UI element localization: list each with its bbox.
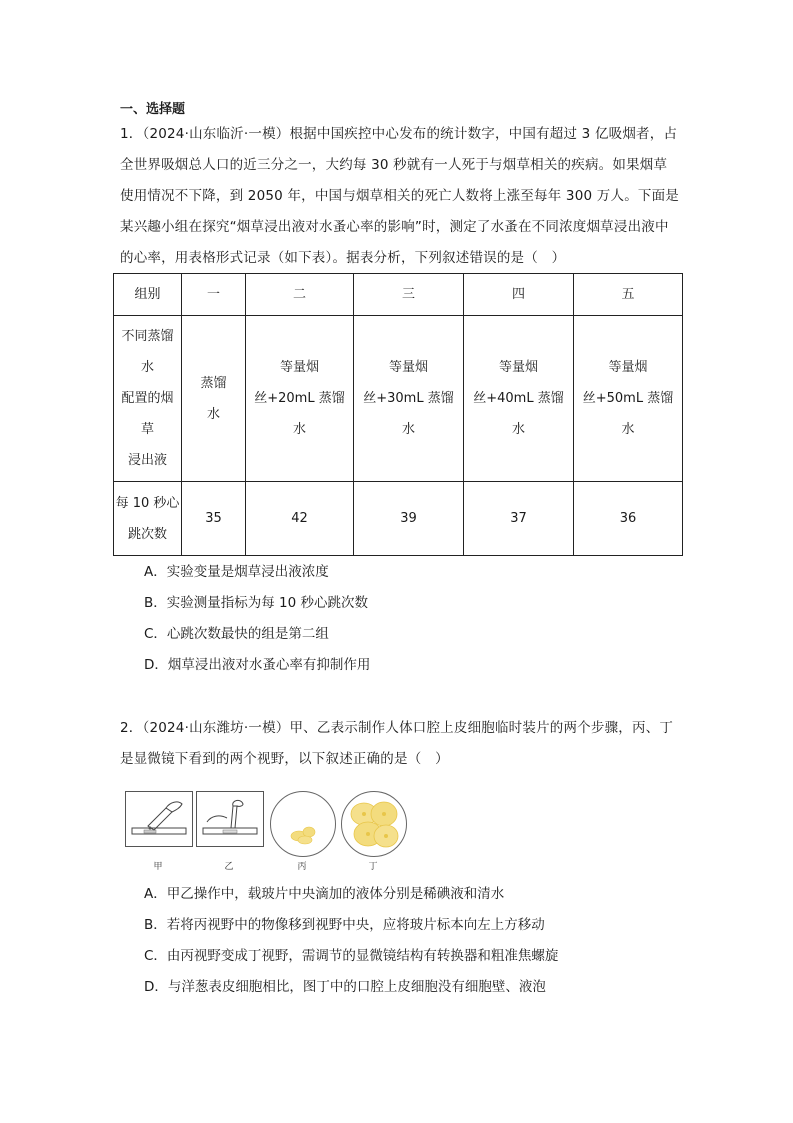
- option-b[interactable]: B．实验测量指标为每 10 秒心跳次数: [144, 595, 369, 611]
- cell-line: 等量烟: [498, 360, 538, 375]
- table-header-cell: 三: [354, 274, 464, 316]
- cell-line: 跳次数: [127, 526, 167, 542]
- cell-line: 丝+40mL 蒸馏: [473, 391, 564, 406]
- figure-label: 丙: [297, 862, 307, 872]
- option-d[interactable]: D．与洋葱表皮细胞相比，图丁中的口腔上皮细胞没有细胞壁、液泡: [144, 979, 546, 995]
- cell-line: 水: [511, 422, 525, 437]
- figure-label: 甲: [153, 862, 163, 872]
- question-1-line: 某兴趣小组在探究“烟草浸出液对水蚤心率的影响”时，测定了水蚤在不同浓度烟草浸出液中: [120, 219, 669, 235]
- cell-line: 等量烟: [279, 360, 319, 375]
- option-c[interactable]: C．心跳次数最快的组是第二组: [144, 626, 329, 642]
- table-header-cell: 四: [464, 274, 574, 316]
- table-header-cell: 组别: [114, 274, 182, 316]
- option-b[interactable]: B．若将丙视野中的物像移到视野中央，应将玻片标本向左上方移动: [144, 917, 545, 933]
- view-ding-image: [341, 791, 407, 857]
- table-cell: [354, 316, 464, 482]
- table-cell: [464, 316, 574, 482]
- table-header-cell: 二: [246, 274, 354, 316]
- cell-line: 等量烟: [608, 360, 648, 375]
- experiment-table: [113, 273, 683, 556]
- question-2-line: 2．（2024·山东潍坊·一模）甲、乙表示制作人体口腔上皮细胞临时装片的两个步骤，丙、丁: [120, 720, 674, 736]
- cell-line: 草: [140, 422, 154, 437]
- cell-line: 水: [292, 422, 306, 437]
- figure-label: 丁: [368, 862, 378, 872]
- table-cell: 42: [246, 482, 354, 556]
- cell-line: 配置的烟: [121, 391, 174, 406]
- question-1-line: 全世界吸烟总人口的近三分之一，大约每 30 秒就有一人死于与烟草相关的疾病。如果烟草: [120, 157, 668, 173]
- cell-line: 蒸馏: [200, 375, 227, 391]
- section-title: 一、选择题: [120, 102, 186, 117]
- table-row: [114, 316, 683, 482]
- question-1-options: [144, 557, 370, 681]
- table-cell: 36: [574, 482, 683, 556]
- cell-line: 等量烟: [388, 360, 428, 375]
- table-cell: [246, 316, 354, 482]
- cell-line: 水: [621, 422, 635, 437]
- option-a[interactable]: A．甲乙操作中，载玻片中央滴加的液体分别是稀碘液和清水: [144, 886, 505, 902]
- microscope-figure: [125, 791, 405, 871]
- option-c[interactable]: C．由丙视野变成丁视野，需调节的显微镜结构有转换器和粗准焦螺旋: [144, 948, 559, 964]
- question-2-stem: [120, 713, 690, 775]
- table-cell: 39: [354, 482, 464, 556]
- table-row: [114, 482, 683, 556]
- cell-line: 不同蒸馏: [121, 329, 174, 344]
- figure-label: 乙: [224, 862, 234, 872]
- option-d[interactable]: D．烟草浸出液对水蚤心率有抑制作用: [144, 657, 371, 673]
- cell-line: 丝+20mL 蒸馏: [254, 391, 345, 406]
- question-2-options: [144, 879, 558, 1003]
- table-header-cell: 一: [182, 274, 246, 316]
- question-1-line: 1．（2024·山东临沂·一模）根据中国疾控中心发布的统计数字，中国有超过 3 亿吸烟者，占: [120, 126, 678, 142]
- cell-line: 丝+50mL 蒸馏: [582, 391, 674, 406]
- cell-line: 水: [206, 406, 220, 422]
- table-row-label: [114, 316, 182, 482]
- cell-line: 浸出液: [127, 453, 167, 468]
- cell-line: 水: [401, 422, 415, 437]
- step-yi-image: [196, 791, 264, 847]
- table-cell: [574, 316, 683, 482]
- cell-line: 水: [140, 360, 154, 375]
- question-1-line: 使用情况不下降，到 2050 年，中国与烟草相关的死亡人数将上涨至每年 300 万人。下面是: [120, 188, 679, 204]
- table-row-label: [114, 482, 182, 556]
- table-cell: 35: [182, 482, 246, 556]
- cell-line: 每 10 秒心: [115, 495, 180, 511]
- question-2-line: 是显微镜下看到的两个视野，以下叙述正确的是（ ）: [120, 751, 449, 767]
- table-header-cell: 五: [574, 274, 683, 316]
- cell-line: 丝+30mL 蒸馏: [363, 391, 454, 406]
- table-cell: 37: [464, 482, 574, 556]
- option-a[interactable]: A．实验变量是烟草浸出液浓度: [144, 564, 329, 580]
- view-bing-image: [270, 791, 336, 857]
- table-header-row: [114, 274, 683, 316]
- question-1-stem: [120, 119, 690, 274]
- table-cell: [182, 316, 246, 482]
- question-1-line: 的心率，用表格形式记录（如下表）。据表分析，下列叙述错误的是（ ）: [120, 250, 566, 266]
- step-jia-image: [125, 791, 193, 847]
